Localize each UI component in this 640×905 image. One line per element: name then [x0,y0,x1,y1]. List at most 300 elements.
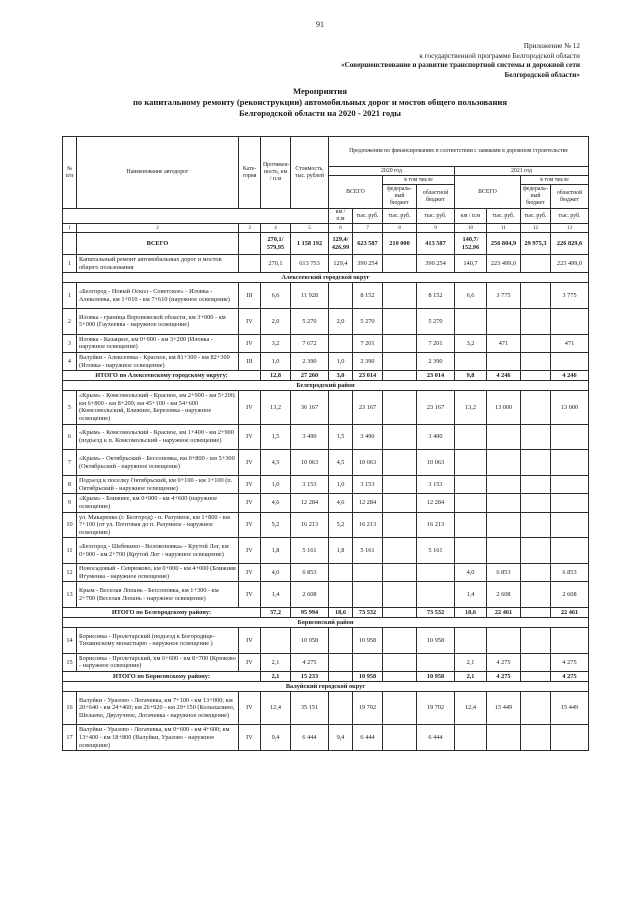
row-value-sum21 [487,352,521,370]
row-value-reg21: 223 499,0 [551,255,589,273]
road-length: 1,8 [261,538,291,564]
table-row [63,725,589,751]
appendix-program: к государственной программе Белгородской области [419,51,580,60]
row-value-km21: 140,7 [455,255,487,273]
section-header-row [63,381,589,391]
row-number: 11 [63,538,77,564]
column-index-cell: 13 [551,224,589,233]
row-value-fed21 [521,653,551,671]
row-value-reg20 [417,564,455,582]
road-name: Капитальный ремонт автомобильных дорог и мостов общего пользования [77,255,239,273]
column-index-cell: 7 [353,224,383,233]
row-value-sum20: 5 270 [353,308,383,334]
row-number: 10 [63,512,77,538]
row-value-km20 [329,582,353,608]
subtotal-value-km20: 18,6 [329,608,353,618]
row-value-reg21: 471 [551,334,589,352]
row-value-fed20 [383,476,417,494]
road-cost: 10 958 [291,628,329,654]
road-category: IV [239,628,261,654]
row-value-fed21 [521,512,551,538]
subtotal-value-km21: 2,1 [455,672,487,682]
road-category: IV [239,582,261,608]
row-value-sum21 [487,725,521,751]
subtotal-value-sum21: 22 461 [487,608,521,618]
row-number: 16 [63,692,77,725]
row-value-km21: 6,6 [455,283,487,309]
subtotal-value-sum20: 23 014 [353,371,383,381]
row-value-km20: 5,2 [329,512,353,538]
row-value-km20: 1,0 [329,476,353,494]
row-value-reg21 [551,476,589,494]
row-value-sum20: 10 063 [353,450,383,476]
road-name: Борисовка - Пролетарский, км 6+600 - км 8+700 (Крюково - наружное освещение) [77,653,239,671]
row-value-sum21: 223 499,0 [487,255,521,273]
row-value-km21 [455,494,487,512]
column-index-cell: 4 [261,224,291,233]
subtotal-cost: 95 994 [291,608,329,618]
row-value-km21 [455,628,487,654]
subtotal-row [63,371,589,381]
row-value-fed20 [383,653,417,671]
column-index-cell: 9 [417,224,455,233]
row-value-fed21 [521,582,551,608]
row-value-fed20 [383,564,417,582]
table-row [63,582,589,608]
row-value-fed21 [521,450,551,476]
row-value-sum21 [487,450,521,476]
row-value-fed21 [521,628,551,654]
row-value-reg20: 3 490 [417,424,455,450]
row-value-sum20: 19 702 [353,692,383,725]
row-value-sum21: 13 000 [487,391,521,424]
row-value-km21: 13,2 [455,391,487,424]
row-value-km20: 1,0 [329,352,353,370]
row-value-sum20: 10 958 [353,628,383,654]
subtotal-cost: 15 233 [291,672,329,682]
row-number: 13 [63,582,77,608]
row-value-fed20 [383,512,417,538]
road-name: Иловка - Казацкое, км 0+000 - км 3+200 (Иловка - наружное освещение) [77,334,239,352]
subtotal-value-fed20 [383,608,417,618]
row-number: 15 [63,653,77,671]
row-value-reg20: 390 254 [417,255,455,273]
column-index-cell: 12 [521,224,551,233]
header-unit-rub-2021: тыс. руб. [487,209,521,224]
table-row [63,334,589,352]
road-name: Валуйки - Уразово - Логачевка, км 7+100 - км 13+000; км 20+640 - км 24+460; км 26+920 - км 29+150 (Колыхалино, Шелаево, Двулучное, Логачевка - наружное освещение) [77,692,239,725]
subtotal-value-sum21: 4 246 [487,371,521,381]
section-title: Алексеевский городской округ [63,273,589,283]
row-value-fed21 [521,494,551,512]
subtotal-value-sum20: 10 958 [353,672,383,682]
road-cost: 3 490 [291,424,329,450]
row-value-fed20 [383,308,417,334]
total-value-fed20: 210 000 [383,233,417,255]
table-row [63,283,589,309]
row-number: 6 [63,424,77,450]
row-value-sum20: 5 161 [353,538,383,564]
row-number: 12 [63,564,77,582]
row-value-km21: 1,4 [455,582,487,608]
row-value-fed20 [383,450,417,476]
road-cost: 10 063 [291,450,329,476]
row-value-sum21 [487,512,521,538]
road-length: 12,4 [261,692,291,725]
row-value-sum21: 4 275 [487,653,521,671]
appendix-number: Приложение № 12 [523,42,580,50]
road-cost: 7 672 [291,334,329,352]
row-value-km20: 9,4 [329,725,353,751]
row-value-km21 [455,308,487,334]
row-value-sum20: 12 284 [353,494,383,512]
row-value-reg21 [551,450,589,476]
row-value-sum21 [487,494,521,512]
row-value-reg21: 13 000 [551,391,589,424]
road-category: IV [239,692,261,725]
road-cost: 6 853 [291,564,329,582]
subtotal-value-sum20: 73 532 [353,608,383,618]
road-category: IV [239,334,261,352]
section-header-row [63,273,589,283]
row-value-fed20 [383,391,417,424]
row-value-fed20 [383,283,417,309]
row-value-reg20: 2 390 [417,352,455,370]
row-value-fed20 [383,494,417,512]
header-year-2021: 2021 год [455,167,589,176]
row-value-reg21: 4 275 [551,653,589,671]
row-value-reg21: 6 853 [551,564,589,582]
row-value-km20: 2,0 [329,308,353,334]
table-row [63,692,589,725]
row-value-fed21 [521,391,551,424]
subtotal-value-reg20: 73 532 [417,608,455,618]
road-name: Новосадовый - Севрюково, км 0+000 - км 4+000 (Ближняя Игуменка - наружное освещение) [77,564,239,582]
row-value-km21 [455,476,487,494]
row-value-reg20: 8 152 [417,283,455,309]
road-name: Иловка - граница Воронежской области, км 3+000 - км 5+000 (Гаухеевка - наружное освещение) [77,308,239,334]
header-unit-fed-rub-2020: тыс. руб. [383,209,417,224]
row-value-reg20 [417,653,455,671]
road-name: «Крым» - Комсомольский - Красное, км 2+900 - км 5+200; км 6+800 - км 8+200; км 45+100 - км 54+600 (Комсомольский, Ближнее, Березовка - наружное освещение) [77,391,239,424]
subtotal-length: 12,8 [261,371,291,381]
road-category: IV [239,476,261,494]
row-value-km21 [455,424,487,450]
row-value-km20 [329,653,353,671]
row-value-reg20: 10 958 [417,628,455,654]
column-index-cell: 6 [329,224,353,233]
row-value-km20 [329,564,353,582]
row-value-km20 [329,391,353,424]
section-header-row [63,682,589,692]
total-value-sum20: 623 587 [353,233,383,255]
subtotal-label: ИТОГО по Борисовскому району: [63,672,261,682]
row-value-reg20: 6 444 [417,725,455,751]
page-number: 91 [316,20,324,29]
road-category: IV [239,494,261,512]
subtotal-cost: 27 260 [291,371,329,381]
road-length: 1,0 [261,352,291,370]
row-number: 17 [63,725,77,751]
road-name: Валуйки - Уразово - Логачевка, км 0+600 - км 4+600; км 13+400 - км 18+800 (Валуйки, Уразово - наружное освещение) [77,725,239,751]
header-funding: Предложения по финансированию в соответствии с заявками в дорожном строительстве [329,137,589,167]
road-name: ул. Макаренко (г. Белгород) - п. Разумное, км 1+800 - км 7+100 (от ул. Почтовая до п. Разумное - наружное освещение) [77,512,239,538]
row-value-sum20: 3 490 [353,424,383,450]
row-value-fed20 [383,352,417,370]
row-value-fed21 [521,424,551,450]
road-length: 270,1 [261,255,291,273]
total-cost: 1 158 192 [291,233,329,255]
road-category: IV [239,512,261,538]
row-value-reg21: 3 775 [551,283,589,309]
road-cost: 35 151 [291,692,329,725]
row-value-km20 [329,283,353,309]
row-number: 1 [63,255,77,273]
row-value-reg21: 2 608 [551,582,589,608]
subtotal-label: ИТОГО по Белгородскому району: [63,608,261,618]
row-value-fed21 [521,725,551,751]
row-value-km21: 12,4 [455,692,487,725]
road-cost: 613 753 [291,255,329,273]
road-name: Борисовка - Пролетарский (подъезд к Богородице-Тихвинскому монастырю - наружное освещение ) [77,628,239,654]
road-category: IV [239,450,261,476]
header-total-2020: ВСЕГО [329,176,383,209]
row-value-km20: 1,8 [329,538,353,564]
row-value-reg20: 5 270 [417,308,455,334]
table-row [63,391,589,424]
row-value-reg21 [551,538,589,564]
subtotal-length: 37,2 [261,608,291,618]
row-value-reg21 [551,424,589,450]
table-row [63,476,589,494]
road-category: IV [239,564,261,582]
row-value-reg20: 23 167 [417,391,455,424]
subtotal-value-fed21 [521,608,551,618]
title-line-1: Мероприятия [292,86,348,96]
road-category: IV [239,391,261,424]
header-total-2021: ВСЕГО [455,176,521,209]
road-cost: 5 270 [291,308,329,334]
road-category: IV [239,538,261,564]
road-length: 13,2 [261,391,291,424]
row-value-km21 [455,538,487,564]
subtotal-value-km20 [329,672,353,682]
road-category: III [239,283,261,309]
road-length: 9,4 [261,725,291,751]
road-category: IV [239,308,261,334]
road-length: 1,5 [261,424,291,450]
road-cost: 36 167 [291,391,329,424]
road-name: «Крым» - Ближнее, км 0+000 - км 4+600 (наружное освещение) [77,494,239,512]
row-value-fed21 [521,564,551,582]
header-reg-2021: областной бюджет [551,185,589,209]
row-value-sum21: 471 [487,334,521,352]
total-label: ВСЕГО [77,233,239,255]
row-value-sum20 [353,582,383,608]
document-title [60,86,580,119]
row-value-sum21 [487,424,521,450]
row-value-reg20: 7 201 [417,334,455,352]
row-value-fed20 [383,725,417,751]
subtotal-value-reg20: 10 958 [417,672,455,682]
section-title: Белгородский район [63,381,589,391]
header-incl-2020: в том числе [383,176,455,185]
row-value-km20: 1,5 [329,424,353,450]
total-value-km21: 140,7/ 152,96 [455,233,487,255]
column-index-cell: 8 [383,224,417,233]
total-value-reg20: 413 587 [417,233,455,255]
section-header-row [63,618,589,628]
table-row [63,308,589,334]
row-value-fed20 [383,424,417,450]
row-value-fed20 [383,692,417,725]
row-value-reg21 [551,352,589,370]
total-value-sum21: 256 804,9 [487,233,521,255]
header-reg-2020: областной бюджет [417,185,455,209]
road-category: IV [239,725,261,751]
subtotal-value-km21: 9,8 [455,371,487,381]
row-number: 9 [63,494,77,512]
road-name: «Белгород - Шебекино - Волоконовка» - Крутой Лог, км 0+900 - км 2+700 (Крутой Лог - наружное освещение) [77,538,239,564]
table-row [63,564,589,582]
subtotal-value-fed21 [521,672,551,682]
road-cost: 6 444 [291,725,329,751]
row-value-sum20: 390 254 [353,255,383,273]
table-row [63,424,589,450]
road-cost: 12 284 [291,494,329,512]
subtotal-value-reg21: 4 275 [551,672,589,682]
row-number: 7 [63,450,77,476]
road-category: IV [239,424,261,450]
row-value-fed21 [521,692,551,725]
row-value-fed21 [521,255,551,273]
column-index-cell: 3 [239,224,261,233]
road-cost: 5 161 [291,538,329,564]
subtotal-value-fed20 [383,672,417,682]
row-value-sum21 [487,628,521,654]
road-length: 1,0 [261,476,291,494]
total-length: 270,1/ 579,95 [261,233,291,255]
row-value-sum21 [487,308,521,334]
header-unit-rub-2020: тыс. руб. [353,209,383,224]
row-value-sum21: 6 853 [487,564,521,582]
row-value-reg21 [551,512,589,538]
table-row [63,653,589,671]
row-value-km20 [329,692,353,725]
row-value-sum20 [353,653,383,671]
road-cost: 2 608 [291,582,329,608]
road-length: 6,6 [261,283,291,309]
road-category: IV [239,653,261,671]
table-row [63,538,589,564]
row-value-fed20 [383,255,417,273]
road-length: 5,2 [261,512,291,538]
row-value-reg20: 10 063 [417,450,455,476]
title-line-2: по капитальному ремонту (реконструкции) автомобильных дорог и мостов общего пользования [132,97,508,107]
header-num: № п/п [63,137,77,209]
row-value-sum20: 7 201 [353,334,383,352]
road-name: «Белгород - Новый Оскол - Советское» - Иловка - Алексеевка, км 1+010 - км 7+610 (наружное освещение) [77,283,239,309]
section-title: Борисовский район [63,618,589,628]
road-length: 3,2 [261,334,291,352]
subtotal-value-fed21 [521,371,551,381]
header-length: Протяжен-ность, км / п.м [261,137,291,209]
row-value-reg20: 3 153 [417,476,455,494]
road-cost: 2 390 [291,352,329,370]
header-cost: Стоимость, тыс. рублей [291,137,329,209]
roads-table [62,136,589,751]
subtotal-row [63,672,589,682]
total-num-cell [63,233,77,255]
table-row [63,352,589,370]
row-number: 8 [63,476,77,494]
header-unit-fed-rub-2021: тыс. руб. [521,209,551,224]
header-unit-km-2021: км / п.м [455,209,487,224]
header-units-spacer [63,209,329,224]
road-name: Подъезд к поселку Октябрьский, км 0+100 - км 1+100 (п. Октябрьский - наружное освещение) [77,476,239,494]
row-value-sum21: 2 608 [487,582,521,608]
subtotal-value-reg21: 22 461 [551,608,589,618]
header-unit-km-2020: км / п.м [329,209,353,224]
row-value-sum20: 8 152 [353,283,383,309]
table-row [63,494,589,512]
row-value-km21: 4,0 [455,564,487,582]
road-length: 2,1 [261,653,291,671]
row-value-sum20: 23 167 [353,391,383,424]
road-name: Валуйки - Алексеевка - Красное, км 81+300 - км 82+300 (Иловка - наружное освещение) [77,352,239,370]
row-value-sum21 [487,538,521,564]
row-value-km21 [455,512,487,538]
header-unit-reg-rub-2021: тыс. руб. [551,209,589,224]
row-value-km20: 4,6 [329,494,353,512]
road-length [261,628,291,654]
table-body [63,233,589,751]
table-row [63,450,589,476]
subtotal-label: ИТОГО по Алексеевскому городскому округу: [63,371,261,381]
row-number: 14 [63,628,77,654]
subtotal-value-sum21: 4 275 [487,672,521,682]
row-value-fed21 [521,476,551,494]
row-value-reg20: 19 702 [417,692,455,725]
row-value-fed20 [383,628,417,654]
subtotal-value-reg21: 4 246 [551,371,589,381]
row-value-fed21 [521,283,551,309]
row-number: 1 [63,283,77,309]
road-category [239,255,261,273]
row-value-sum20: 2 390 [353,352,383,370]
row-value-km21: 3,2 [455,334,487,352]
road-length: 4,0 [261,564,291,582]
subtotal-row [63,608,589,618]
row-value-km21 [455,725,487,751]
column-index-row [63,224,589,233]
road-length: 4,5 [261,450,291,476]
column-index-cell: 2 [77,224,239,233]
column-index-cell: 11 [487,224,521,233]
column-index-cell: 1 [63,224,77,233]
header-unit-reg-rub-2020: тыс. руб. [417,209,455,224]
row-value-fed20 [383,538,417,564]
header-name: Наименование автодорог [77,137,239,209]
row-value-km21 [455,450,487,476]
row-value-sum21: 3 775 [487,283,521,309]
row-value-km21 [455,352,487,370]
table-header [63,137,589,233]
row-value-sum21 [487,476,521,494]
row-value-fed20 [383,582,417,608]
row-value-reg21 [551,308,589,334]
table-row [63,255,589,273]
